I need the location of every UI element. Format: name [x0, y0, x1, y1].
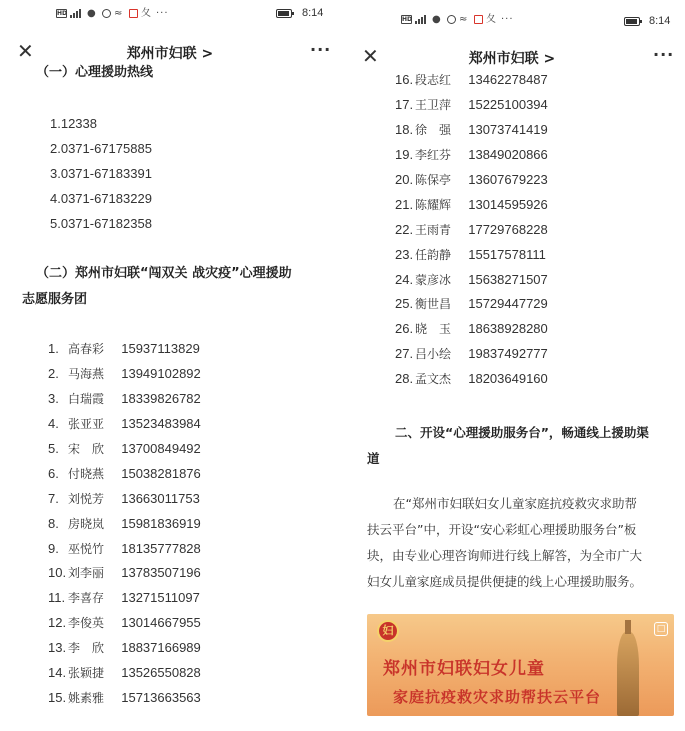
- app-notify-icon: 夂: [486, 14, 496, 25]
- section2-paragraph-line1: 在“郑州市妇联妇女儿童家庭抗疫救灾求助帮: [393, 496, 637, 511]
- volunteer-phone[interactable]: 17729768228: [468, 221, 548, 237]
- close-icon[interactable]: ✕: [362, 44, 379, 68]
- volunteer-name: 段志红: [415, 73, 452, 87]
- volunteer-phone[interactable]: 19837492777: [468, 346, 548, 362]
- volunteer-name: 张亚亚: [68, 416, 105, 431]
- volunteer-item: [395, 292, 548, 317]
- volunteer-phone[interactable]: 13849020866: [468, 146, 548, 162]
- more-icon[interactable]: ···: [653, 45, 675, 64]
- volunteer-number: 18.: [395, 121, 414, 137]
- volunteer-phone[interactable]: 18638928280: [468, 321, 548, 337]
- volunteer-number: 20.: [395, 171, 414, 187]
- hotline-item[interactable]: 3.0371-67183391: [50, 166, 152, 181]
- volunteer-phone[interactable]: 15638271507: [468, 271, 548, 287]
- volunteer-item: [48, 512, 201, 537]
- volunteer-phone[interactable]: 18339826782: [121, 390, 201, 406]
- battery-icon: [276, 9, 292, 18]
- more-notifications-icon: ···: [501, 14, 514, 25]
- volunteer-number: 28.: [395, 371, 414, 387]
- app-icon: [102, 9, 111, 18]
- right-screenshot: [345, 0, 685, 731]
- volunteer-phone[interactable]: 15225100394: [468, 96, 548, 112]
- volunteer-item: [395, 367, 548, 392]
- volunteer-number: 17.: [395, 96, 414, 112]
- volunteer-name: 孟文杰: [415, 372, 452, 387]
- volunteer-phone[interactable]: 15038281876: [121, 465, 201, 481]
- hotline-item[interactable]: 5.0371-67182358: [50, 216, 152, 231]
- wave-icon: ≈: [459, 14, 468, 25]
- volunteer-name: 蒙彦冰: [415, 272, 452, 287]
- status-bar: [345, 6, 685, 26]
- wave-icon: ≈: [114, 8, 123, 19]
- volunteer-phone[interactable]: 13014595926: [468, 196, 548, 212]
- volunteer-name: 晓 玉: [415, 322, 452, 337]
- volunteer-name: 王卫萍: [415, 97, 452, 112]
- signal-icon: [415, 15, 429, 24]
- volunteer-name: 马海燕: [68, 366, 105, 381]
- volunteer-number: 8.: [48, 515, 59, 531]
- volunteer-phone[interactable]: 18135777828: [121, 540, 201, 556]
- volunteer-item: [395, 268, 548, 293]
- volunteer-number: 16.: [395, 72, 414, 87]
- volunteer-phone[interactable]: 13700849492: [121, 440, 201, 456]
- volunteer-number: 3.: [48, 390, 59, 406]
- volunteer-phone[interactable]: 15981836919: [121, 515, 201, 531]
- volunteer-number: 24.: [395, 271, 414, 287]
- volunteer-name: 白瑞霞: [68, 391, 105, 406]
- volunteer-list-left: [48, 337, 201, 711]
- section2-heading-line2: 道: [367, 451, 380, 466]
- wechat-icon: ●: [432, 14, 441, 25]
- account-title[interactable]: 郑州市妇联 >: [126, 46, 214, 62]
- volunteer-number: 12.: [48, 615, 67, 631]
- volunteer-item: [48, 337, 201, 362]
- volunteer-name: 徐 强: [415, 122, 452, 137]
- volunteer-number: 2.: [48, 365, 59, 381]
- volunteer-heading-line1: （二）郑州市妇联“闯双关 战灾疫”心理援助: [36, 266, 292, 281]
- volunteer-list-right: [395, 68, 548, 392]
- volunteer-item: [48, 537, 201, 562]
- volunteer-phone[interactable]: 15729447729: [468, 296, 548, 312]
- volunteer-name: 李红芬: [415, 147, 452, 162]
- volunteer-phone[interactable]: 15713663563: [121, 690, 201, 706]
- volunteer-phone[interactable]: 15937113829: [121, 341, 200, 356]
- volunteer-name: 任韵静: [415, 247, 452, 262]
- volunteer-item: [48, 686, 201, 711]
- volunteer-number: 27.: [395, 346, 414, 362]
- volunteer-name: 张颖捷: [68, 666, 105, 681]
- tower-illustration: [617, 632, 639, 716]
- volunteer-name: 宋 欣: [68, 441, 105, 456]
- hotline-list: [50, 111, 152, 236]
- volunteer-item: [48, 611, 201, 636]
- volunteer-item: [395, 143, 548, 168]
- volunteer-item: [48, 487, 201, 512]
- section2-paragraph-line3: 块，由专业心理咨询师进行线上解答，为全市广大: [367, 548, 643, 563]
- volunteer-phone[interactable]: 15517578111: [468, 246, 546, 262]
- status-time: 8:14: [649, 15, 671, 27]
- app-notify-icon: 夂: [141, 8, 151, 19]
- hd-icon: HD: [402, 16, 413, 23]
- volunteer-item: [395, 168, 548, 193]
- volunteer-phone[interactable]: 13663011753: [121, 490, 200, 506]
- volunteer-name: 巫悦竹: [68, 541, 105, 556]
- volunteer-number: 25.: [395, 296, 414, 312]
- volunteer-item: [48, 437, 201, 462]
- volunteer-phone[interactable]: 13523483984: [121, 415, 201, 431]
- status-icons: [56, 8, 169, 19]
- volunteer-number: 5.: [48, 440, 59, 456]
- volunteer-name: 高春彩: [68, 342, 105, 356]
- volunteer-name: 姚素雅: [68, 691, 105, 706]
- volunteer-number: 14.: [48, 665, 67, 681]
- volunteer-name: 刘李丽: [68, 566, 105, 581]
- volunteer-name: 衡世昌: [415, 297, 452, 312]
- volunteer-number: 23.: [395, 246, 414, 262]
- volunteer-item: [48, 462, 201, 487]
- volunteer-phone[interactable]: 13271511097: [121, 590, 200, 606]
- volunteer-name: 房晓岚: [68, 516, 105, 531]
- volunteer-number: 22.: [395, 221, 414, 237]
- banner-title-line2: 家庭抗疫救灾求助帮扶云平台: [393, 688, 602, 706]
- left-screenshot: [0, 0, 340, 731]
- more-icon[interactable]: ···: [310, 40, 332, 59]
- signal-icon: [70, 9, 84, 18]
- volunteer-name: 陈保亭: [415, 172, 452, 187]
- volunteer-phone[interactable]: 13462278487: [468, 72, 548, 87]
- volunteer-item: [395, 118, 548, 143]
- volunteer-number: 6.: [48, 465, 59, 481]
- volunteer-name: 李 欣: [68, 641, 105, 656]
- volunteer-name: 吕小绘: [415, 347, 452, 362]
- volunteer-phone[interactable]: 13949102892: [121, 365, 201, 381]
- status-icons: [401, 14, 514, 25]
- image-corner-icon: □: [654, 622, 668, 636]
- section2-paragraph-line2: 扶云平台”中，开设“安心彩虹心理援助服务台”板: [367, 522, 637, 537]
- volunteer-item: [48, 661, 201, 686]
- status-bar: [0, 6, 340, 26]
- close-icon[interactable]: ✕: [17, 39, 34, 63]
- volunteer-item: [395, 68, 548, 93]
- volunteer-item: [48, 586, 201, 611]
- battery-icon: [624, 17, 640, 26]
- volunteer-name: 李俊英: [68, 616, 105, 631]
- volunteer-item: [395, 243, 548, 268]
- volunteer-phone[interactable]: 18837166989: [121, 640, 201, 656]
- app-icon: [447, 15, 456, 24]
- hotline-item[interactable]: 2.0371-67175885: [50, 141, 152, 156]
- wechat-icon: ●: [87, 8, 96, 19]
- volunteer-heading-line2: 志愿服务团: [22, 292, 88, 307]
- hotline-item[interactable]: 4.0371-67183229: [50, 191, 152, 206]
- section2-paragraph-line4: 妇女儿童家庭成员提供便捷的线上心理援助服务。: [367, 574, 643, 589]
- volunteer-item: [395, 93, 548, 118]
- volunteer-number: 7.: [48, 490, 59, 506]
- volunteer-number: 21.: [395, 196, 414, 212]
- volunteer-item: [395, 317, 548, 342]
- volunteer-item: [395, 218, 548, 243]
- volunteer-number: 4.: [48, 415, 59, 431]
- volunteer-phone[interactable]: 13526550828: [121, 665, 201, 681]
- hotline-heading: （一）心理援助热线: [36, 65, 154, 80]
- volunteer-number: 11.: [48, 590, 66, 606]
- volunteer-name: 王雨青: [415, 222, 452, 237]
- volunteer-number: 26.: [395, 321, 414, 337]
- notification-icon: [474, 15, 483, 24]
- volunteer-phone[interactable]: 18203649160: [468, 371, 548, 387]
- volunteer-phone[interactable]: 13783507196: [121, 565, 201, 581]
- volunteer-number: 10.: [48, 565, 67, 581]
- volunteer-number: 15.: [48, 690, 67, 706]
- volunteer-phone[interactable]: 13073741419: [468, 121, 548, 137]
- volunteer-item: [48, 636, 201, 661]
- section2-heading-line1: 二、开设“心理援助服务台”，畅通线上援助渠: [395, 425, 649, 440]
- volunteer-name: 付晓燕: [68, 466, 105, 481]
- more-notifications-icon: ···: [156, 8, 169, 19]
- hotline-item[interactable]: 1.12338: [50, 116, 97, 131]
- womens-federation-emblem-icon: 妇: [377, 620, 399, 642]
- volunteer-number: 19.: [395, 146, 414, 162]
- hd-icon: HD: [57, 10, 68, 17]
- volunteer-item: [48, 362, 201, 387]
- notification-icon: [129, 9, 138, 18]
- volunteer-name: 刘悦芳: [68, 491, 105, 506]
- banner-title-line1: 郑州市妇联妇女儿童: [383, 659, 545, 679]
- status-time: 8:14: [302, 7, 324, 19]
- volunteer-item: [48, 387, 201, 412]
- account-title[interactable]: 郑州市妇联 >: [468, 51, 556, 67]
- platform-banner-image[interactable]: [367, 614, 674, 716]
- volunteer-phone[interactable]: 13607679223: [468, 171, 548, 187]
- volunteer-name: 李喜存: [68, 591, 105, 606]
- volunteer-item: [48, 561, 201, 586]
- volunteer-number: 13.: [48, 640, 67, 656]
- volunteer-item: [48, 412, 201, 437]
- volunteer-number: 1.: [48, 341, 59, 356]
- volunteer-item: [395, 193, 548, 218]
- volunteer-number: 9.: [48, 540, 59, 556]
- volunteer-phone[interactable]: 13014667955: [121, 615, 201, 631]
- volunteer-name: 陈耀辉: [415, 197, 452, 212]
- volunteer-item: [395, 342, 548, 367]
